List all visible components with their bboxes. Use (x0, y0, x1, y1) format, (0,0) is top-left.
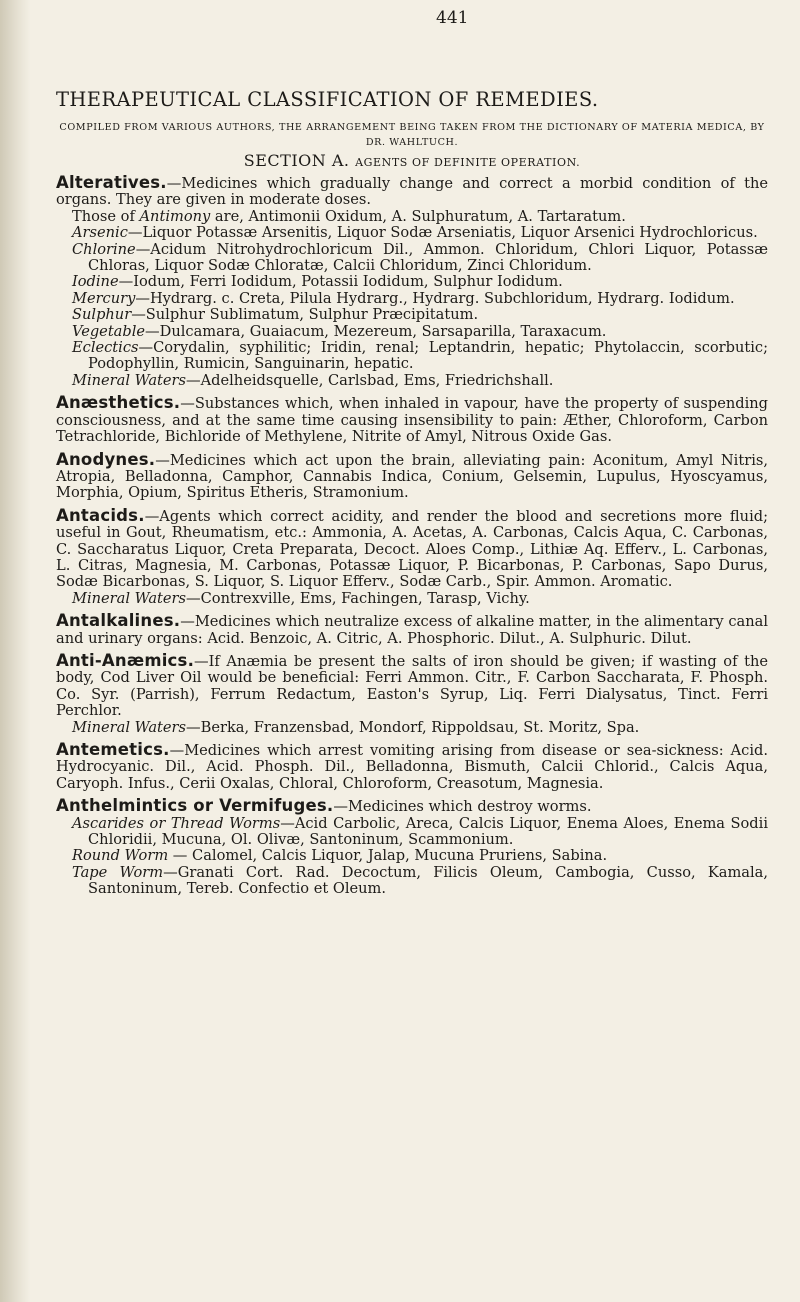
remedy-subgroup (72, 340, 768, 373)
subgroup-title: Antimony (139, 207, 211, 225)
remedy-heading: Antacids. (56, 505, 145, 525)
subgroup-text: — Calomel, Calcis Liquor, Jalap, Mucuna Pruriens, Sabina. (168, 847, 608, 865)
subgroup-text: —Adelheidsquelle, Carlsbad, Ems, Friedrichshall. (186, 371, 554, 389)
subgroup-title: Sulphur (72, 306, 132, 324)
remedy-subgroup (72, 274, 768, 290)
page-number: 441 (436, 8, 469, 28)
remedy-heading: Antemetics. (56, 740, 170, 759)
remedy-subgroup (72, 373, 768, 389)
remedy-entry (56, 650, 768, 736)
remedy-description: —Agents which correct acidity, and render the blood and secretions more fluid; useful in Gout, Rheumatism, etc.: Ammonia, A. Acetas, A. Carbonas, Calcis Aqua, C. Carbonas, C. Saccharatus Liquor, Creta Preparata, Decoct. Aloes Comp., Lithiæ Aq. Efferv., L. Carbonas, L. Citras, Magnesia, M. Carbonas, Potassæ Liquor, P. Bicarbonas, P. Carbonas, Sapo Durus, Sodæ Bicarbonas, S. Liquor, S. Liquor Efferv., Sodæ Carb., Spir. Ammon. Aromatic. (56, 507, 768, 591)
section-sublabel: AGENTS OF DEFINITE OPERATION. (355, 156, 581, 169)
subgroup-text: Those of (72, 207, 140, 225)
remedy-heading: Alteratives. (56, 173, 167, 192)
subgroup-text: —Corydalin, syphilitic; Iridin, renal; Leptandrin, hepatic; Phytolaccin, scorbutic; Podophyllin, Rumicin, Sanguinarin, hepatic. (88, 339, 768, 373)
remedy-entry (56, 505, 768, 607)
page-subtitle: COMPILED FROM VARIOUS AUTHORS, THE ARRANGEMENT BEING TAKEN FROM THE DICTIONARY OF MATERIA MEDICA, BY DR. WAHLTUCH. (59, 122, 765, 148)
remedy-description: —Medicines which gradually change and correct a morbid condition of the organs. They are given in moderate doses. (56, 175, 768, 209)
remedy-entry (56, 798, 768, 897)
remedy-entry (56, 449, 768, 502)
subgroup-title: Mineral Waters (72, 718, 187, 736)
page-title: THERAPEUTICAL CLASSIFICATION OF REMEDIES. (56, 88, 599, 111)
remedy-subgroup (72, 591, 768, 607)
remedy-heading: Anodynes. (56, 449, 156, 469)
remedy-entry (56, 175, 768, 389)
remedy-heading: Anti-Anæmics. (56, 650, 195, 670)
section-label: SECTION A. (243, 151, 350, 170)
remedies-list (56, 175, 768, 904)
remedy-subgroup (72, 291, 768, 307)
subgroup-text: —Berka, Franzensbad, Mondorf, Rippoldsau, St. Moritz, Spa. (186, 718, 640, 736)
subgroup-title: Eclectics (72, 339, 139, 357)
subgroup-text: —Granati Cort. Rad. Decoctum, Filicis Oleum, Cambogia, Cusso, Kamala, Santoninum, Tereb. Confectio et Oleum. (88, 863, 769, 898)
remedy-subgroup (72, 816, 768, 849)
remedy-description: —Medicines which neutralize excess of alkaline matter, in the alimentary canal and urinary organs: Acid. Benzoic, A. Citric, A. Phosphoric. Dilut., A. Sulphuric. Dilut. (56, 613, 768, 647)
remedy-subgroup (72, 865, 768, 898)
remedy-subgroup (72, 225, 768, 241)
subgroup-title: Mineral Waters (72, 589, 187, 607)
section-heading (56, 151, 768, 170)
page-edge-shadow (0, 0, 30, 1302)
remedy-entry (56, 613, 768, 647)
subgroup-title: Tape Worm (72, 863, 164, 881)
subgroup-title: Mercury (72, 289, 136, 307)
subgroup-title: Ascarides or Thread Worms (72, 814, 281, 832)
remedy-subgroup (72, 242, 768, 275)
remedy-subgroup (72, 848, 768, 864)
remedy-description: —Medicines which destroy worms. (333, 798, 592, 816)
subgroup-text: are, Antimonii Oxidum, A. Sulphuratum, A. Tartaratum. (210, 207, 626, 225)
remedy-heading: Anæsthetics. (56, 393, 181, 413)
subgroup-text: —Contrexville, Ems, Fachingen, Tarasp, Vichy. (186, 589, 530, 607)
remedy-subgroup (72, 720, 768, 736)
remedy-description: —Medicines which act upon the brain, alleviating pain: Aconitum, Amyl Nitris, Atropia, Belladonna, Camphor, Cannabis Indica, Conium, Gelsemin, Lupulus, Hyoscyamus, Morphia, Opium, Spiritus Etheris, Stramonium. (56, 451, 768, 502)
subgroup-text: —Dulcamara, Guaiacum, Mezereum, Sarsaparilla, Taraxacum. (145, 322, 607, 340)
remedy-entry (56, 395, 768, 445)
subgroup-title: Round Worm (72, 847, 169, 865)
subgroup-title: Arsenic (72, 224, 128, 242)
subgroup-text: —Sulphur Sublimatum, Sulphur Præcipitatum. (131, 306, 479, 324)
subgroup-text: —Acidum Nitrohydrochloricum Dil., Ammon. Chloridum, Chlori Liquor, Potassæ Chloras, Liquor Sodæ Chloratæ, Calcii Chloridum, Zinci Chloridum. (88, 240, 768, 275)
remedy-heading: Anthelmintics or Vermifuges. (56, 796, 334, 816)
subgroup-text: —Acid Carbolic, Areca, Calcis Liquor, Enema Aloes, Enema Sodii Chloridii, Mucuna, Ol. Olivæ, Santoninum, Scammonium. (88, 814, 768, 849)
remedy-description: —Substances which, when inhaled in vapour, have the property of suspending consciousness, and at the same time causing insensibility to pain: Æther, Chloroform, Carbon Tetrachloride, Bichloride of Methylene, Nitrite of Amyl, Nitrous Oxide Gas. (56, 395, 768, 446)
subgroup-text: —Hydrarg. c. Creta, Pilula Hydrarg., Hydrarg. Subchloridum, Hydrarg. Iodidum. (135, 289, 735, 307)
remedy-entry (56, 742, 768, 792)
remedy-heading: Antalkalines. (56, 611, 181, 631)
remedy-subgroup (72, 209, 768, 225)
remedy-subgroup (72, 307, 768, 323)
subgroup-title: Vegetable (72, 322, 146, 340)
subgroup-text: —Iodum, Ferri Iodidum, Potassii Iodidum, Sulphur Iodidum. (118, 273, 563, 291)
remedy-description: —Medicines which arrest vomiting arising from disease or sea-sickness: Acid. Hydrocyanic. Dil., Acid. Phosph. Dil., Belladonna, Bismuth, Calcii Chlorid., Calcis Aqua, Caryoph. Infus., Cerii Oxalas, Chloral, Chloroform, Creasotum, Magnesia. (56, 742, 768, 792)
remedy-description: —If Anæmia be present the salts of iron should be given; if wasting of the body, Cod Liver Oil would be beneficial: Ferri Ammon. Citr., F. Carbon Saccharata, F. Phosph. Co. Syr. (Parrish), Ferrum Redactum, Easton's Syrup, Liq. Ferri Dialysatus, Tinct. Ferri Perchlor. (56, 652, 768, 720)
subgroup-title: Iodine (72, 273, 119, 291)
subgroup-title: Mineral Waters (72, 371, 187, 389)
subgroup-title: Chlorine (72, 240, 136, 258)
subgroup-text: —Liquor Potassæ Arsenitis, Liquor Sodæ Arseniatis, Liquor Arsenici Hydrochloricus. (127, 224, 758, 242)
remedy-subgroup (72, 324, 768, 340)
